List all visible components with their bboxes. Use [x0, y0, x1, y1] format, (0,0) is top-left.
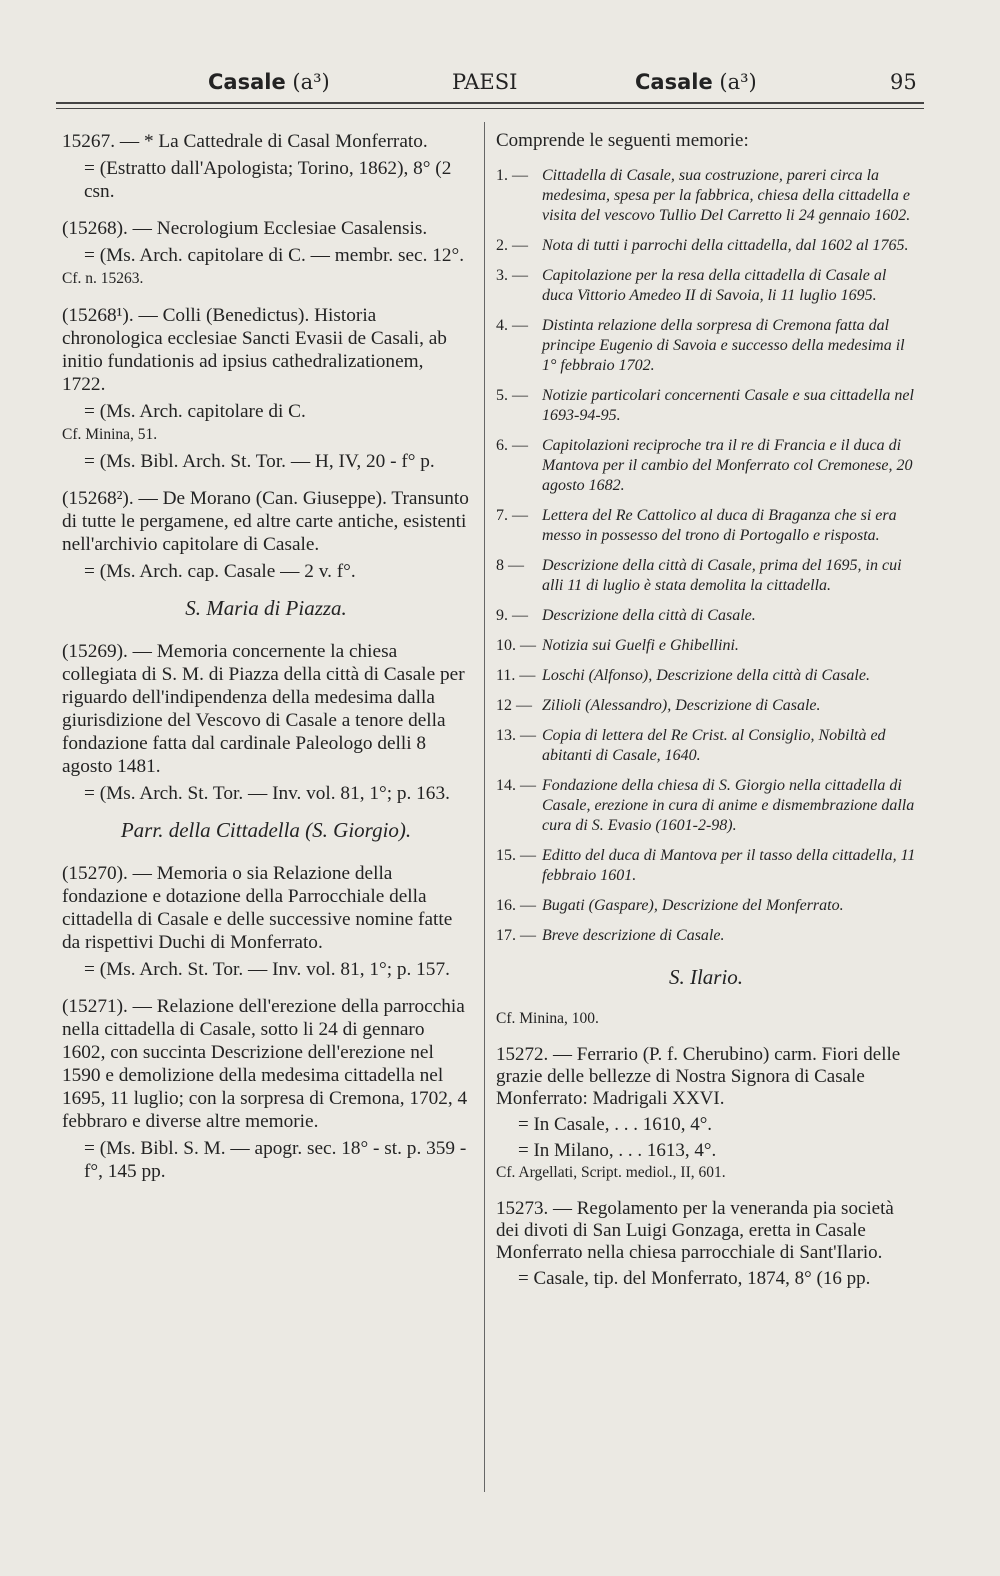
- right-column: [496, 130, 916, 1304]
- item-number: 9. —: [496, 607, 528, 624]
- section-heading: S. Ilario.: [668, 965, 744, 989]
- entry-detail: = (Ms. Arch. St. Tor. — Inv. vol. 81, 1°; p. 163.: [84, 783, 450, 804]
- item-text: Breve descrizione di Casale.: [542, 927, 725, 944]
- entry-note: Cf. Minina, 51.: [62, 426, 158, 443]
- memoria-item: [496, 606, 916, 626]
- right-entries: [496, 1044, 916, 1290]
- memoria-item: [496, 896, 916, 916]
- memoria-item: [496, 636, 916, 656]
- item-text: Loschi (Alfonso), Descrizione della città di Casale.: [542, 667, 870, 684]
- item-number: 12 —: [496, 697, 532, 714]
- item-text: Zilioli (Alessandro), Descrizione di Casale.: [542, 697, 821, 714]
- memoria-item: [496, 436, 916, 496]
- header-rule-thin: [56, 108, 924, 109]
- entry-title: 15273. — Regolamento per la veneranda pia società dei divoti di San Luigi Gonzaga, eretta in Casale Monferrato nella chiesa parrocchiale di Sant'Ilario.: [496, 1198, 894, 1263]
- entry-title: (15270). — Memoria o sia Relazione della fondazione e dotazione della Parrocchiale della cittadella di Casale e delle successive nomine fatte da rispettivi Duchi di Monferrato.: [62, 863, 453, 953]
- running-head-left: Casale (a³): [208, 70, 330, 94]
- running-head-center: PAESI: [452, 70, 518, 94]
- memoria-item: [496, 846, 916, 886]
- entry-title: 15267. — * La Cattedrale di Casal Monferrato.: [62, 131, 428, 152]
- catalog-entry: [62, 217, 470, 290]
- memoria-item: [496, 696, 916, 716]
- entry-detail: = (Ms. Arch. St. Tor. — Inv. vol. 81, 1°; p. 157.: [84, 959, 450, 980]
- entry-title: 15272. — Ferrario (P. f. Cherubino) carm. Fiori delle grazie delle bellezze di Nostra Signora di Casale Monferrato: Madrigali XXVI.: [496, 1044, 901, 1109]
- item-number: 10. —: [496, 637, 536, 654]
- header-rule-thick: [56, 102, 924, 104]
- item-number: 15. —: [496, 847, 536, 864]
- entry-detail: = (Estratto dall'Apologista; Torino, 1862), 8° (2 csn.: [84, 158, 452, 202]
- item-text: Fondazione della chiesa di S. Giorgio nella cittadella di Casale, erezione in cura di anime e dismembrazione dalla cura di S. Evasio (1601-2-98).: [542, 777, 915, 834]
- memoria-item: [496, 926, 916, 946]
- item-number: 2. —: [496, 237, 528, 254]
- item-number: 7. —: [496, 507, 528, 524]
- column-divider: [484, 122, 485, 1492]
- memoria-item: [496, 776, 916, 836]
- contents-intro: Comprende le seguenti memorie:: [496, 130, 749, 151]
- item-number: 14. —: [496, 777, 536, 794]
- catalog-entry: [496, 1044, 916, 1184]
- item-text: Descrizione della città di Casale, prima del 1695, in cui alli 11 di luglio è stata demolita la cittadella.: [542, 557, 902, 594]
- catalog-entry: [62, 862, 470, 981]
- item-text: Editto del duca di Mantova per il tasso della cittadella, 11 febbraio 1601.: [542, 847, 916, 884]
- item-number: 3. —: [496, 267, 528, 284]
- memorie-list: [496, 166, 916, 946]
- item-text: Descrizione della città di Casale.: [542, 607, 756, 624]
- entry-detail: = Casale, tip. del Monferrato, 1874, 8° (16 pp.: [518, 1268, 871, 1289]
- section-note: Cf. Minina, 100.: [496, 1010, 599, 1027]
- item-text: Notizie particolari concernenti Casale e sua cittadella nel 1693-94-95.: [542, 387, 914, 424]
- running-head-right: Casale (a³): [635, 70, 757, 94]
- memoria-item: [496, 666, 916, 686]
- memoria-item: [496, 316, 916, 376]
- item-text: Copia di lettera del Re Crist. al Consiglio, Nobiltà ed abitanti di Casale, 1640.: [542, 727, 886, 764]
- item-number: 16. —: [496, 897, 536, 914]
- catalog-entry: [62, 487, 470, 583]
- item-number: 5. —: [496, 387, 528, 404]
- memoria-item: [496, 506, 916, 546]
- item-text: Lettera del Re Cattolico al duca di Braganza che si era messo in possesso del trono di Portogallo e risposta.: [542, 507, 897, 544]
- item-text: Nota di tutti i parrochi della cittadella, dal 1602 al 1765.: [542, 237, 909, 254]
- entry-detail: = In Milano, . . . 1613, 4°.: [518, 1140, 717, 1161]
- entry-title: (15268²). — De Morano (Can. Giuseppe). Transunto di tutte le pergamene, ed altre carte antiche, esistenti nell'archivio capitolare di Casale.: [62, 488, 469, 555]
- item-text: Bugati (Gaspare), Descrizione del Monferrato.: [542, 897, 844, 914]
- section-heading: Parr. della Cittadella (S. Giorgio).: [120, 818, 412, 842]
- entry-title: (15271). — Relazione dell'erezione della parrocchia nella cittadella di Casale, sotto li 24 di gennaro 1602, con succinta Descrizione dell'erezione nel 1590 e demolizione della medesima cittadella nel 1695, 11 luglio; con la sorpresa di Cremona, 1702, 4 febbraro e diverse altre memorie.: [62, 996, 468, 1132]
- entry-detail: = (Ms. Bibl. Arch. St. Tor. — H, IV, 20 - f° p.: [84, 451, 435, 472]
- item-text: Notizia sui Guelfi e Ghibellini.: [542, 637, 739, 654]
- catalog-entry: [496, 1198, 916, 1290]
- entry-note: Cf. n. 15263.: [62, 270, 144, 287]
- section-heading: S. Maria di Piazza.: [185, 596, 347, 620]
- memoria-item: [496, 556, 916, 596]
- item-text: Distinta relazione della sorpresa di Cremona fatta dal principe Eugenio di Savoia e successo della medesima il 1° febbraio 1702.: [542, 317, 905, 374]
- item-text: Capitolazione per la resa della cittadella di Casale al duca Vittorio Amedeo II di Savoia, li 11 luglio 1695.: [542, 267, 887, 304]
- catalog-entry: [62, 995, 470, 1183]
- item-number: 1. —: [496, 167, 528, 184]
- memoria-item: [496, 236, 916, 256]
- entry-title: (15268¹). — Colli (Benedictus). Historia chronologica ecclesiae Sancti Evasii de Casali, ab initio fundationis ad ipsius cathedralizationem, 1722.: [62, 305, 447, 395]
- item-number: 13. —: [496, 727, 536, 744]
- item-number: 11. —: [496, 667, 536, 684]
- entry-detail: = In Casale, . . . 1610, 4°.: [518, 1114, 713, 1135]
- entry-detail: = (Ms. Bibl. S. M. — apogr. sec. 18° - st. p. 359 - f°, 145 pp.: [84, 1138, 467, 1182]
- memoria-item: [496, 726, 916, 766]
- left-column: [62, 130, 470, 1197]
- entry-title: (15268). — Necrologium Ecclesiae Casalensis.: [62, 218, 428, 239]
- item-number: 8 —: [496, 557, 524, 574]
- item-text: Cittadella di Casale, sua costruzione, pareri circa la medesima, spesa per la fabbrica, chiesa della cittadella e visita del vescovo Tullio Del Carretto li 24 gennaio 1602.: [542, 167, 911, 224]
- item-number: 17. —: [496, 927, 536, 944]
- catalog-entry: [62, 640, 470, 805]
- page-number: 95: [890, 70, 917, 94]
- item-text: Capitolazioni reciproche tra il re di Francia e il duca di Mantova per il cambio del Monferrato col Cremonese, 20 agosto 1682.: [542, 437, 913, 494]
- entry-title: (15269). — Memoria concernente la chiesa collegiata di S. M. di Piazza della città di Casale per riguardo dell'indipendenza della medesima dalla giurisdizione del Vescovo di Casale a tenore della fondazione fatta dal cardinale Paleologo delli 8 agosto 1481.: [62, 641, 465, 777]
- entry-detail: = (Ms. Arch. cap. Casale — 2 v. f°.: [84, 561, 356, 582]
- memoria-item: [496, 266, 916, 306]
- entry-detail: = (Ms. Arch. capitolare di C. — membr. sec. 12°.: [84, 245, 465, 266]
- item-number: 6. —: [496, 437, 528, 454]
- entry-note: Cf. Argellati, Script. mediol., II, 601.: [496, 1164, 726, 1181]
- catalog-entry: [62, 130, 470, 203]
- catalog-entry: [62, 304, 470, 473]
- entry-detail: = (Ms. Arch. capitolare di C.: [84, 401, 306, 422]
- item-number: 4. —: [496, 317, 528, 334]
- memoria-item: [496, 166, 916, 226]
- memoria-item: [496, 386, 916, 426]
